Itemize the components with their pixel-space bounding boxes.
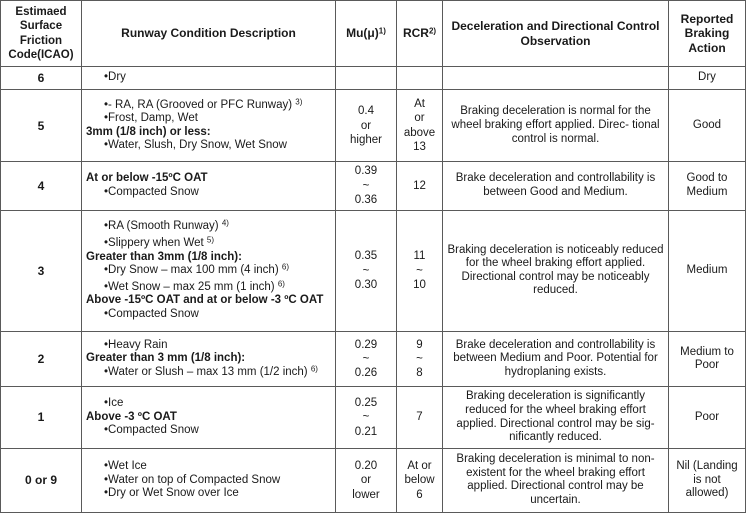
- friction-code-cell: 3: [1, 210, 82, 332]
- footnote-marker: 6): [277, 279, 285, 289]
- description-line: [86, 308, 331, 322]
- condition-description-cell: [82, 210, 336, 332]
- rcr-value-cell-line: 9: [416, 338, 423, 351]
- rcr-value-cell-line: above: [403, 126, 436, 139]
- description-text: •Ice: [104, 397, 124, 410]
- description-line: [86, 397, 331, 411]
- table-row: [1, 210, 746, 332]
- description-line: [86, 112, 331, 126]
- description-text: •Water on top of Compacted Snow: [104, 473, 281, 486]
- description-line: [86, 139, 331, 153]
- friction-code-cell: 4: [1, 162, 82, 210]
- header-mu: [336, 1, 397, 67]
- mu-value-cell-line: 0.29: [354, 338, 378, 351]
- mu-value-cell-line: ~: [362, 411, 370, 424]
- rcr-value-cell-line: 8: [416, 367, 423, 380]
- table-row: [1, 387, 746, 448]
- rcr-value-cell-line: 13: [413, 141, 426, 154]
- description-line: [86, 487, 331, 501]
- mu-value-cell-line: 0.35: [354, 250, 378, 263]
- description-line: [86, 474, 331, 488]
- mu-value-cell-line: 0.30: [354, 279, 378, 292]
- description-line: [86, 237, 331, 251]
- description-text: •Compacted Snow: [104, 186, 199, 198]
- braking-action-cell: Nil (Landing is not allowed): [669, 448, 746, 512]
- mu-value-cell-line: lower: [352, 488, 380, 501]
- friction-code-cell: 5: [1, 90, 82, 162]
- header-row: [1, 1, 746, 67]
- rcr-value-cell-line: below: [404, 474, 435, 487]
- rcr-value-cell: [397, 210, 443, 332]
- description-text: Greater than 3 mm (1/8 inch):: [86, 352, 246, 365]
- table-row: [1, 67, 746, 90]
- mu-value-cell-line: ~: [362, 353, 370, 366]
- braking-action-cell: Medium to Poor: [669, 332, 746, 387]
- rcr-value-cell-line: 7: [416, 411, 423, 424]
- rcr-value-cell-line: 10: [413, 279, 426, 292]
- header-friction-code: Estimaed Surface Friction Code(ICAO): [1, 1, 82, 67]
- condition-description-cell: [82, 448, 336, 512]
- description-line: [86, 71, 331, 85]
- mu-value-cell-line: 0.25: [354, 396, 378, 409]
- observation-cell: Braking deceleration is minimal to non- existent for the wheel braking effort applied. Directional control may be uncertain.: [443, 448, 669, 512]
- rcr-value-cell: [397, 67, 443, 90]
- description-text: •Frost, Damp, Wet: [104, 112, 198, 125]
- mu-value-cell-line: higher: [350, 133, 382, 146]
- condition-description-cell: [82, 67, 336, 90]
- observation-cell: [443, 67, 669, 90]
- braking-action-cell: Medium: [669, 210, 746, 332]
- description-text: Above -3 ºC OAT: [86, 410, 177, 423]
- description-line: [86, 460, 331, 474]
- description-text: •Wet Snow – max 25 mm (1 inch): [104, 280, 275, 293]
- header-rcr-footnote: 2): [428, 26, 437, 36]
- footnote-marker: 4): [221, 218, 229, 228]
- mu-value-cell: [336, 448, 397, 512]
- braking-action-cell: Poor: [669, 387, 746, 448]
- observation-cell: Brake deceleration and controllability is between Medium and Poor. Potential for hydroplaning exists.: [443, 332, 669, 387]
- condition-description-cell: [82, 387, 336, 448]
- condition-description-cell: [82, 90, 336, 162]
- braking-action-cell: Good to Medium: [669, 162, 746, 210]
- description-text: At or below -15ºC OAT: [86, 172, 208, 185]
- braking-action-cell: Dry: [669, 67, 746, 90]
- rcr-value-cell-line: 12: [413, 179, 426, 192]
- rcr-value-cell-line: ~: [416, 264, 423, 277]
- footnote-marker: 6): [310, 364, 318, 374]
- header-rcr: [397, 1, 443, 67]
- mu-value-cell-line: 0.26: [354, 367, 378, 380]
- description-line: [86, 172, 331, 186]
- observation-cell: Brake deceleration and controllability is between Good and Medium.: [443, 162, 669, 210]
- mu-value-cell: [336, 210, 397, 332]
- rcr-value-cell: [397, 162, 443, 210]
- description-line: [86, 411, 331, 425]
- description-line: [86, 220, 331, 234]
- description-text: •Dry Snow – max 100 mm (4 inch): [104, 264, 279, 277]
- mu-value-cell-line: 0.36: [354, 194, 378, 207]
- description-line: [86, 126, 331, 140]
- footnote-marker: 5): [206, 235, 215, 245]
- rcr-value-cell-line: ~: [416, 353, 423, 366]
- description-text: •- RA, RA (Grooved or PFC Runway): [104, 98, 293, 111]
- mu-value-cell-line: 0.20: [354, 459, 378, 472]
- description-line: [86, 186, 331, 200]
- rcr-value-cell-line: At or: [407, 459, 432, 472]
- description-line: [86, 281, 331, 295]
- friction-code-cell: 1: [1, 387, 82, 448]
- header-mu-label: Mu(μ): [346, 26, 379, 41]
- table-row: [1, 162, 746, 210]
- mu-value-cell-line: ~: [362, 179, 370, 192]
- description-line: [86, 99, 331, 113]
- mu-value-cell-line: or: [360, 474, 372, 487]
- description-text: •Compacted Snow: [104, 424, 199, 437]
- mu-value-cell: [336, 90, 397, 162]
- description-text: Above -15ºC OAT and at or below -3 ºC OAT: [86, 294, 324, 307]
- description-text: Greater than 3mm (1/8 inch):: [86, 250, 242, 263]
- description-text: •Slippery when Wet: [104, 236, 204, 249]
- table-row: [1, 448, 746, 512]
- description-text: •RA (Smooth Runway): [104, 220, 219, 233]
- observation-cell: Braking deceleration is significantly reduced for the wheel braking effort applied. Directional control may be sig- nificantly reduced.: [443, 387, 669, 448]
- header-observation: Deceleration and Directional Control Observation: [443, 1, 669, 67]
- rcr-value-cell-line: At: [414, 98, 425, 110]
- mu-value-cell-line: or: [360, 119, 372, 132]
- description-line: [86, 264, 331, 278]
- mu-value-cell-line: 0.39: [354, 165, 378, 178]
- description-line: [86, 366, 331, 380]
- header-mu-footnote: 1): [378, 26, 386, 36]
- description-text: •Water, Slush, Dry Snow, Wet Snow: [104, 139, 287, 152]
- braking-action-cell: Good: [669, 90, 746, 162]
- mu-value-cell-line: ~: [362, 264, 370, 277]
- rcr-value-cell: [397, 387, 443, 448]
- rcr-value-cell: [397, 448, 443, 512]
- description-line: [86, 339, 331, 353]
- description-line: [86, 251, 331, 265]
- description-text: •Heavy Rain: [104, 338, 168, 351]
- description-text: •Dry or Wet Snow over Ice: [104, 487, 239, 500]
- mu-value-cell: [336, 332, 397, 387]
- mu-value-cell: [336, 387, 397, 448]
- observation-cell: Braking deceleration is normal for the wheel braking effort applied. Direc- tional control is normal.: [443, 90, 669, 162]
- rcr-value-cell-line: or: [414, 112, 425, 125]
- rcr-value-cell: [397, 90, 443, 162]
- description-text: •Dry: [104, 71, 126, 84]
- condition-description-cell: [82, 162, 336, 210]
- header-braking-action: Reported Braking Action: [669, 1, 746, 67]
- friction-code-cell: 2: [1, 332, 82, 387]
- friction-code-cell: 0 or 9: [1, 448, 82, 512]
- rcr-value-cell-line: 11: [413, 250, 426, 263]
- footnote-marker: 6): [281, 262, 289, 272]
- condition-description-cell: [82, 332, 336, 387]
- description-line: [86, 294, 331, 308]
- table-row: [1, 90, 746, 162]
- mu-value-cell: [336, 162, 397, 210]
- table-row: [1, 332, 746, 387]
- description-text: •Wet Ice: [104, 459, 147, 472]
- mu-value-cell-line: 0.21: [354, 425, 378, 438]
- footnote-marker: 3): [295, 97, 303, 107]
- description-line: [86, 424, 331, 438]
- description-text: •Water or Slush – max 13 mm (1/2 inch): [104, 366, 308, 379]
- header-rcr-label: RCR: [402, 26, 429, 41]
- friction-code-cell: 6: [1, 67, 82, 90]
- rcr-value-cell-line: 6: [416, 488, 423, 501]
- header-description: Runway Condition Description: [82, 1, 336, 67]
- mu-value-cell-line: 0.4: [358, 105, 374, 118]
- description-text: 3mm (1/8 inch) or less:: [86, 125, 211, 138]
- mu-value-cell: [336, 67, 397, 90]
- rcr-value-cell: [397, 332, 443, 387]
- description-text: •Compacted Snow: [104, 307, 199, 320]
- description-line: [86, 352, 331, 366]
- observation-cell: Braking deceleration is noticeably reduced for the wheel braking effort applied. Directional control may be noticeably reduced.: [443, 210, 669, 332]
